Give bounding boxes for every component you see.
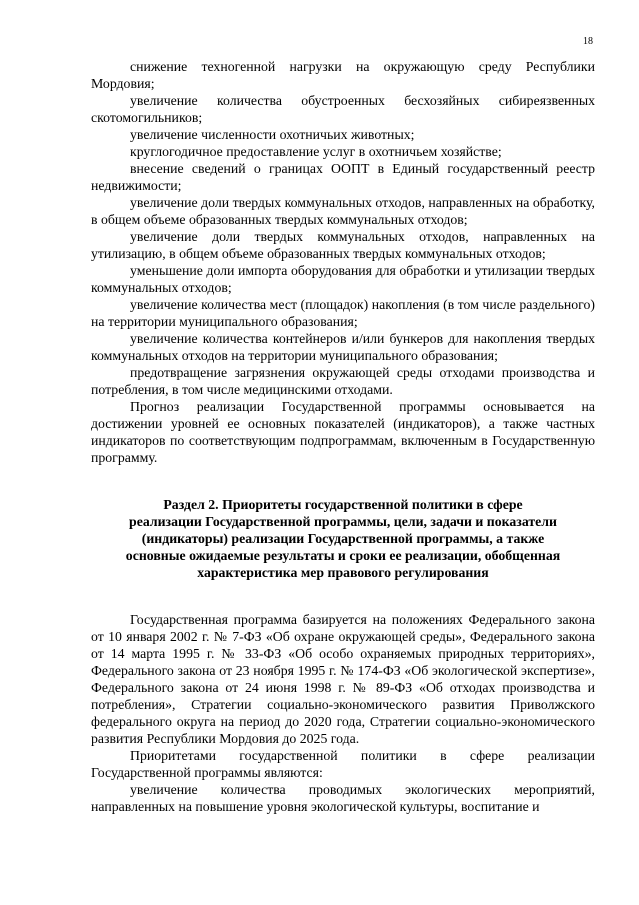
- paragraph: увеличение количества обустроенных бесхозяйных сибиреязвенных скотомогильников;: [91, 93, 595, 125]
- paragraph: внесение сведений о границах ООПТ в Единый государственный реестр недвижимости;: [91, 161, 595, 193]
- section-heading-line: основные ожидаемые результаты и сроки ее реализации, обобщенная: [125, 548, 561, 563]
- section-heading-line: (индикаторы) реализации Государственной программы, а также: [141, 531, 545, 546]
- section-heading-line: реализации Государственной программы, цели, задачи и показатели: [129, 514, 557, 529]
- paragraph: круглогодичное предоставление услуг в охотничьем хозяйстве;: [130, 144, 502, 159]
- section-heading-line: характеристика мер правового регулирования: [197, 565, 489, 580]
- paragraph: увеличение доли твердых коммунальных отходов, направленных на утилизацию, в общем объеме образованных твердых коммунальных отходов;: [91, 229, 595, 261]
- paragraph: увеличение доли твердых коммунальных отходов, направленных на обработку, в общем объеме образованных твердых коммунальных отходов;: [91, 195, 595, 227]
- paragraph: увеличение количества контейнеров и/или бункеров для накопления твердых коммунальных отходов на территории муниципального образования;: [91, 331, 595, 363]
- paragraph: Государственная программа базируется на положениях Федерального закона от 10 января 2002 г. № 7-ФЗ «Об охране окружающей среды», Федерального закона от 14 марта 1995 г. № 33-ФЗ «Об особо охраняемых природных территориях», Федерального закона от 23 ноября 1995 г. № 174-ФЗ «Об экологической экспертизе», Федерального закона от 24 июня 1998 г. № 89-ФЗ «Об отходах производства и потребления», Стратегии социально-экономического развития Приволжского федерального округа на период до 2020 года, Стратегии социально-экономического развития Республики Мордовия до 2025 года.: [91, 612, 595, 746]
- document-body: [91, 58, 595, 815]
- paragraph: увеличение количества проводимых экологических мероприятий, направленных на повышение уровня экологической культуры, воспитание и: [91, 782, 595, 814]
- paragraph: уменьшение доли импорта оборудования для обработки и утилизации твердых коммунальных отходов;: [91, 263, 595, 295]
- page-number: 18: [583, 36, 593, 47]
- paragraph: предотвращение загрязнения окружающей среды отходами производства и потребления, в том числе медицинскими отходами.: [91, 365, 595, 397]
- section-heading-line: Раздел 2. Приоритеты государственной политики в сфере: [163, 497, 523, 512]
- paragraph: увеличение численности охотничьих животных;: [130, 127, 415, 142]
- paragraph: Приоритетами государственной политики в сфере реализации Государственной программы являются:: [91, 748, 595, 780]
- paragraph: Прогноз реализации Государственной программы основывается на достижении уровней ее основных показателей (индикаторов), а также частных индикаторов по соответствующим подпрограммам, включенным в Государственную программу.: [91, 399, 595, 465]
- paragraph: снижение техногенной нагрузки на окружающую среду Республики Мордовия;: [91, 59, 595, 91]
- section-heading: [91, 496, 595, 581]
- paragraph: увеличение количества мест (площадок) накопления (в том числе раздельного) на территории муниципального образования;: [91, 297, 595, 329]
